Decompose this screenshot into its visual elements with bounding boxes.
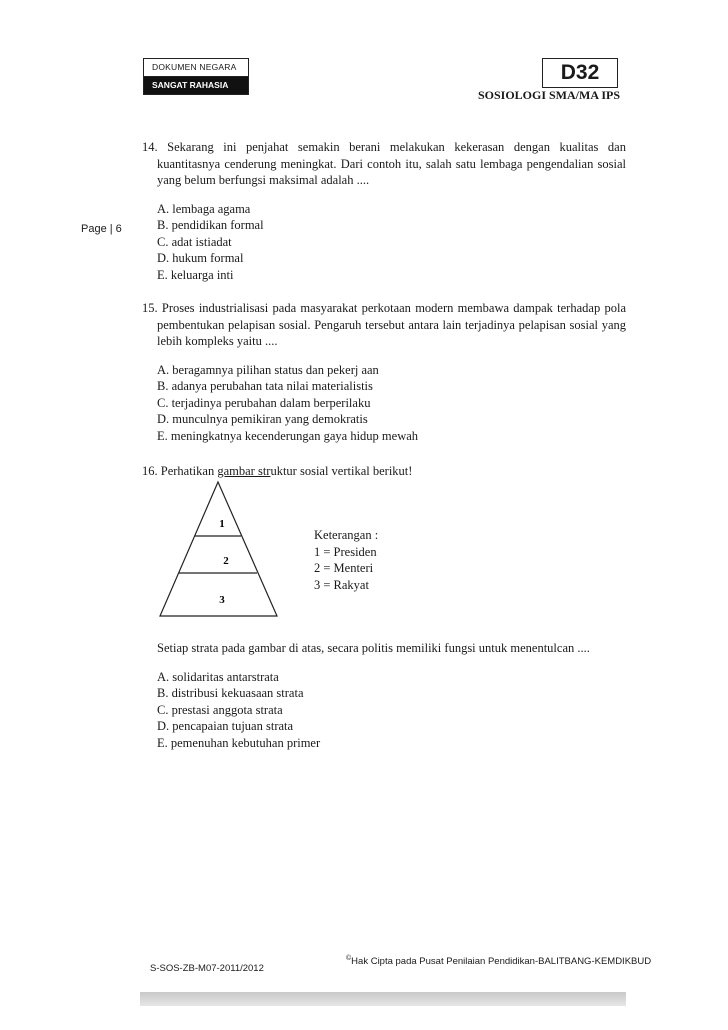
- option-c: C. prestasi anggota strata: [157, 702, 283, 717]
- option-b: B. pendidikan formal: [157, 218, 264, 232]
- legend-item-1: 1 = Presiden: [314, 544, 377, 559]
- classification-stamp: [143, 58, 249, 95]
- question-14-text: 14. Sekarang ini penjahat semakin berani melakukan kekerasan dengan kualitas dan kuantitasnya cenderung meningkat. Dari contoh itu, salah satu lembaga pengendalian sosial yang belum berfungsi maksimal adalah ....: [142, 140, 626, 187]
- pyramid-legend: [314, 527, 378, 593]
- option-b: B. adanya perubahan tata nilai materialistis: [157, 379, 373, 393]
- option-d: D. hukum formal: [157, 251, 244, 265]
- option-e: E. pemenuhan kebutuhan primer: [157, 735, 321, 750]
- question-15-text: 15. Proses industrialisasi pada masyarakat perkotaan modern membawa dampak terhadap pola pembentukan pelapisan sosial. Pengaruh tersebut antara lain terjadinya pelapisan sosial yang lebih kompleks yaitu ....: [142, 301, 626, 348]
- pyramid-label-1: 1: [219, 518, 225, 530]
- option-a: A. solidaritas antarstrata: [157, 669, 279, 684]
- page-number: Page | 6: [81, 223, 122, 235]
- copyright-text: Hak Cipta pada Pusat Penilaian Pendidikan-BALITBANG-KEMDIKBUD: [351, 956, 652, 968]
- question-15-options: [142, 362, 626, 445]
- q16-text-underlined: gambar str: [217, 464, 271, 478]
- stamp-dokumen-negara: DOKUMEN NEGARA: [143, 58, 249, 77]
- option-b: B. distribusi kekuasaan strata: [157, 686, 304, 700]
- pyramid-label-3: 3: [219, 594, 225, 606]
- footer-copyright: [346, 955, 651, 967]
- subject-title: SOSIOLOGI SMA/MA IPS: [477, 88, 620, 102]
- option-c: C. adat istiadat: [157, 234, 232, 249]
- question-16: [142, 463, 626, 480]
- question-14: [142, 139, 626, 283]
- legend-item-3: 3 = Rakyat: [314, 577, 369, 592]
- question-15: [142, 300, 626, 444]
- q16-text-part3: uktur sosial vertikal berikut!: [270, 464, 413, 478]
- question-16-text: [142, 463, 626, 480]
- question-14-options: [142, 201, 626, 284]
- question-16-options: [142, 669, 626, 752]
- pyramid-label-2: 2: [223, 555, 229, 567]
- footer-bar: [140, 992, 626, 1006]
- stamp-sangat-rahasia: SANGAT RAHASIA: [143, 77, 249, 95]
- copyright-symbol: ©: [346, 955, 352, 962]
- legend-item-2: 2 = Menteri: [314, 561, 374, 575]
- option-d: D. munculnya pemikiran yang demokratis: [157, 412, 368, 426]
- legend-title: Keterangan :: [314, 528, 379, 542]
- option-c: C. terjadinya perubahan dalam berperilaku: [157, 395, 371, 410]
- option-a: A. lembaga agama: [157, 201, 251, 216]
- social-pyramid-diagram: [155, 480, 285, 620]
- q16-text-part1: 16. Perhatikan: [142, 464, 218, 478]
- option-e: E. meningkatnya kecenderungan gaya hidup mewah: [157, 428, 419, 443]
- option-d: D. pencapaian tujuan strata: [157, 719, 294, 733]
- option-e: E. keluarga inti: [157, 267, 234, 282]
- footer-document-code: S-SOS-ZB-M07-2011/2012: [150, 963, 264, 974]
- question-16-stem-block: [142, 640, 626, 751]
- option-a: A. beragamnya pilihan status dan pekerj aan: [157, 362, 379, 377]
- exam-code: D32: [542, 58, 618, 88]
- question-16-stem: Setiap strata pada gambar di atas, secara politis memiliki fungsi untuk menentulcan ....: [157, 641, 590, 655]
